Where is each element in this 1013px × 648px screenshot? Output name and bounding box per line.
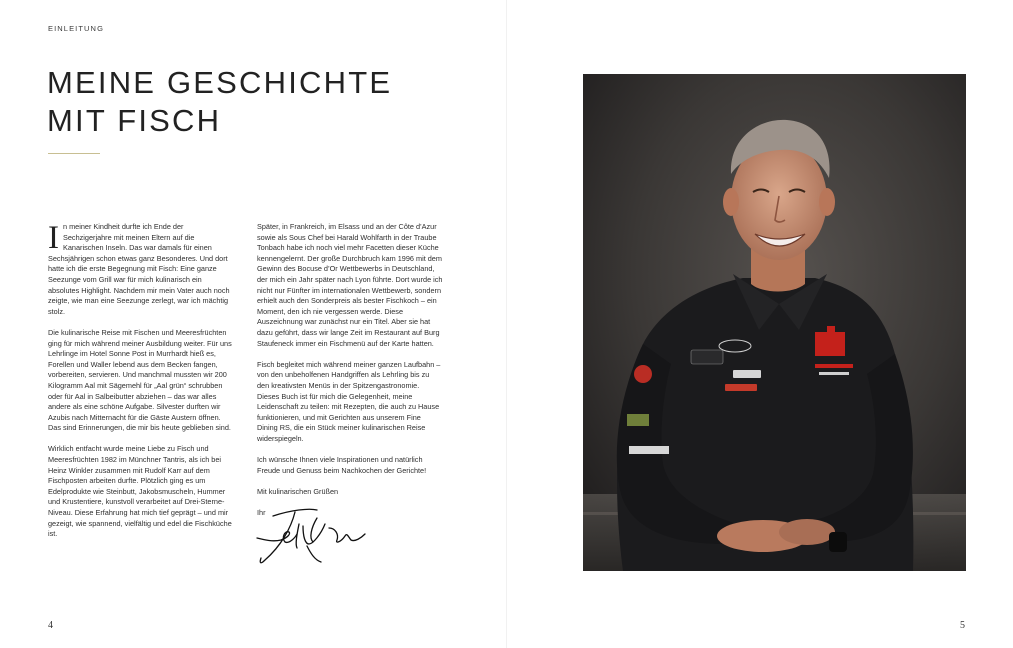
left-page (0, 0, 506, 648)
portrait-illustration (583, 74, 966, 571)
signature-icon (251, 494, 371, 568)
page-number-left: 4 (48, 620, 53, 631)
drop-cap: I (48, 220, 59, 256)
paragraph: Später, in Frankreich, im Elsass und an der Côte d’Azur sowie als Sous Chef bei Harald Wohlfarth in der Traube Tonbach habe ich noch viel mehr Facetten dieser Küche kennengelernt. Der große Durchbruch kam 1996 mit dem Gewinn des Bocuse d’Or Wettbewerbs in Deutschland, der mich ein Jahr später nach Lyon führte. Dort wurde ich nicht nur Fünfter im internationalen Wettbewerb, sondern erhielt auch den Sonderpreis als bester Fischkoch – ein Moment, den ich nie vergessen werde. Diese Auszeichnung war zunächst nur ein Titel. Aber sie hat dazu geführt, dass wir lange Zeit im Restaurant auf Burg Staufeneck immer ein Fischmenü auf der Karte hatten. (257, 222, 443, 348)
page-title (47, 64, 392, 140)
paragraph: Ich wünsche Ihnen viele Inspirationen und natürlich Freude und Genuss beim Nachkochen der Gerichte! (257, 455, 427, 475)
text-column-2 (257, 222, 443, 578)
paragraph: Die kulinarische Reise mit Fischen und Meeresfrüchten ging für mich während meiner Ausbildung weiter. Für uns Lehrlinge im Hotel Sonne Post in Murrhardt hieß es, Forellen und Waller lebend aus dem Becken fangen, vorbereiten, servieren. Und manchmal mussten wir 200 Kilogramm Aal mit Sägemehl für „Aal grün“ schrubben oder für Aal in Salbeibutter abziehen – das war alles andere als eine schöne Aufgabe. Silvester durften wir Azubis nach Mitternacht für die Gäste Austern öffnen. Das sind Erinnerungen, die mir bis heute geblieben sind. (48, 327, 232, 433)
paragraph (48, 222, 232, 317)
signature-block (257, 508, 443, 578)
section-label: EINLEITUNG (48, 24, 105, 33)
text-column-1 (48, 222, 232, 550)
title-line-2: MIT FISCH (47, 103, 222, 138)
title-divider (48, 153, 100, 154)
chef-portrait-photo (583, 74, 966, 571)
title-line-1: MEINE GESCHICHTE (47, 65, 393, 100)
closing-greeting: Mit kulinarischen Grüßen (257, 486, 339, 496)
sign-off: Ihr (257, 508, 266, 518)
paragraph-text: n meiner Kindheit durfte ich Ende der Sechzigerjahre mit meinen Eltern auf die Kanarischen Inseln. Das war damals für einen Sechsjährigen schon etwas ganz Besonderes. Und dort hatte ich die erste Begegnung mit Fisch: Eine ganze Seezunge vom Grill war für mich kulinarisch ein absolutes Highlight. Nachdem mir mein Vater auch noch zeigte, wie man eine Seezunge zerlegt, war ich mächtig stolz. (48, 222, 230, 316)
paragraph: Wirklich entfacht wurde meine Liebe zu Fisch und Meeresfrüchten 1982 im Münchner Tantris, als ich bei Heinz Winkler zusammen mit Rudolf Karr auf dem Fischposten arbeiten durfte. Plötzlich ging es um Edelprodukte wie Steinbutt, Jakobsmuscheln, Hummer und Krustentiere, kunstvoll verarbeitet auf Drei-Sterne-Niveau. Diese Erfahrung hat mich tief geprägt – und mir gezeigt, wie spannend, vielfältig und edel die Fischküche ist. (48, 444, 232, 539)
paragraph: Fisch begleitet mich während meiner ganzen Laufbahn – von den unbeholfenen Handgriffen als Lehrling bis zu den kreativsten Menüs in der Spitzengastronomie. Dieses Buch ist für mich die Gelegenheit, meine Leidenschaft zu teilen: mit Rezepten, die auch zu Hause funktionieren, und mit Gerichten aus unserem Fine Dining RS, die ein Stück meiner kulinarischen Reise widerspiegeln. (257, 359, 441, 443)
page-number-right: 5 (960, 620, 965, 631)
